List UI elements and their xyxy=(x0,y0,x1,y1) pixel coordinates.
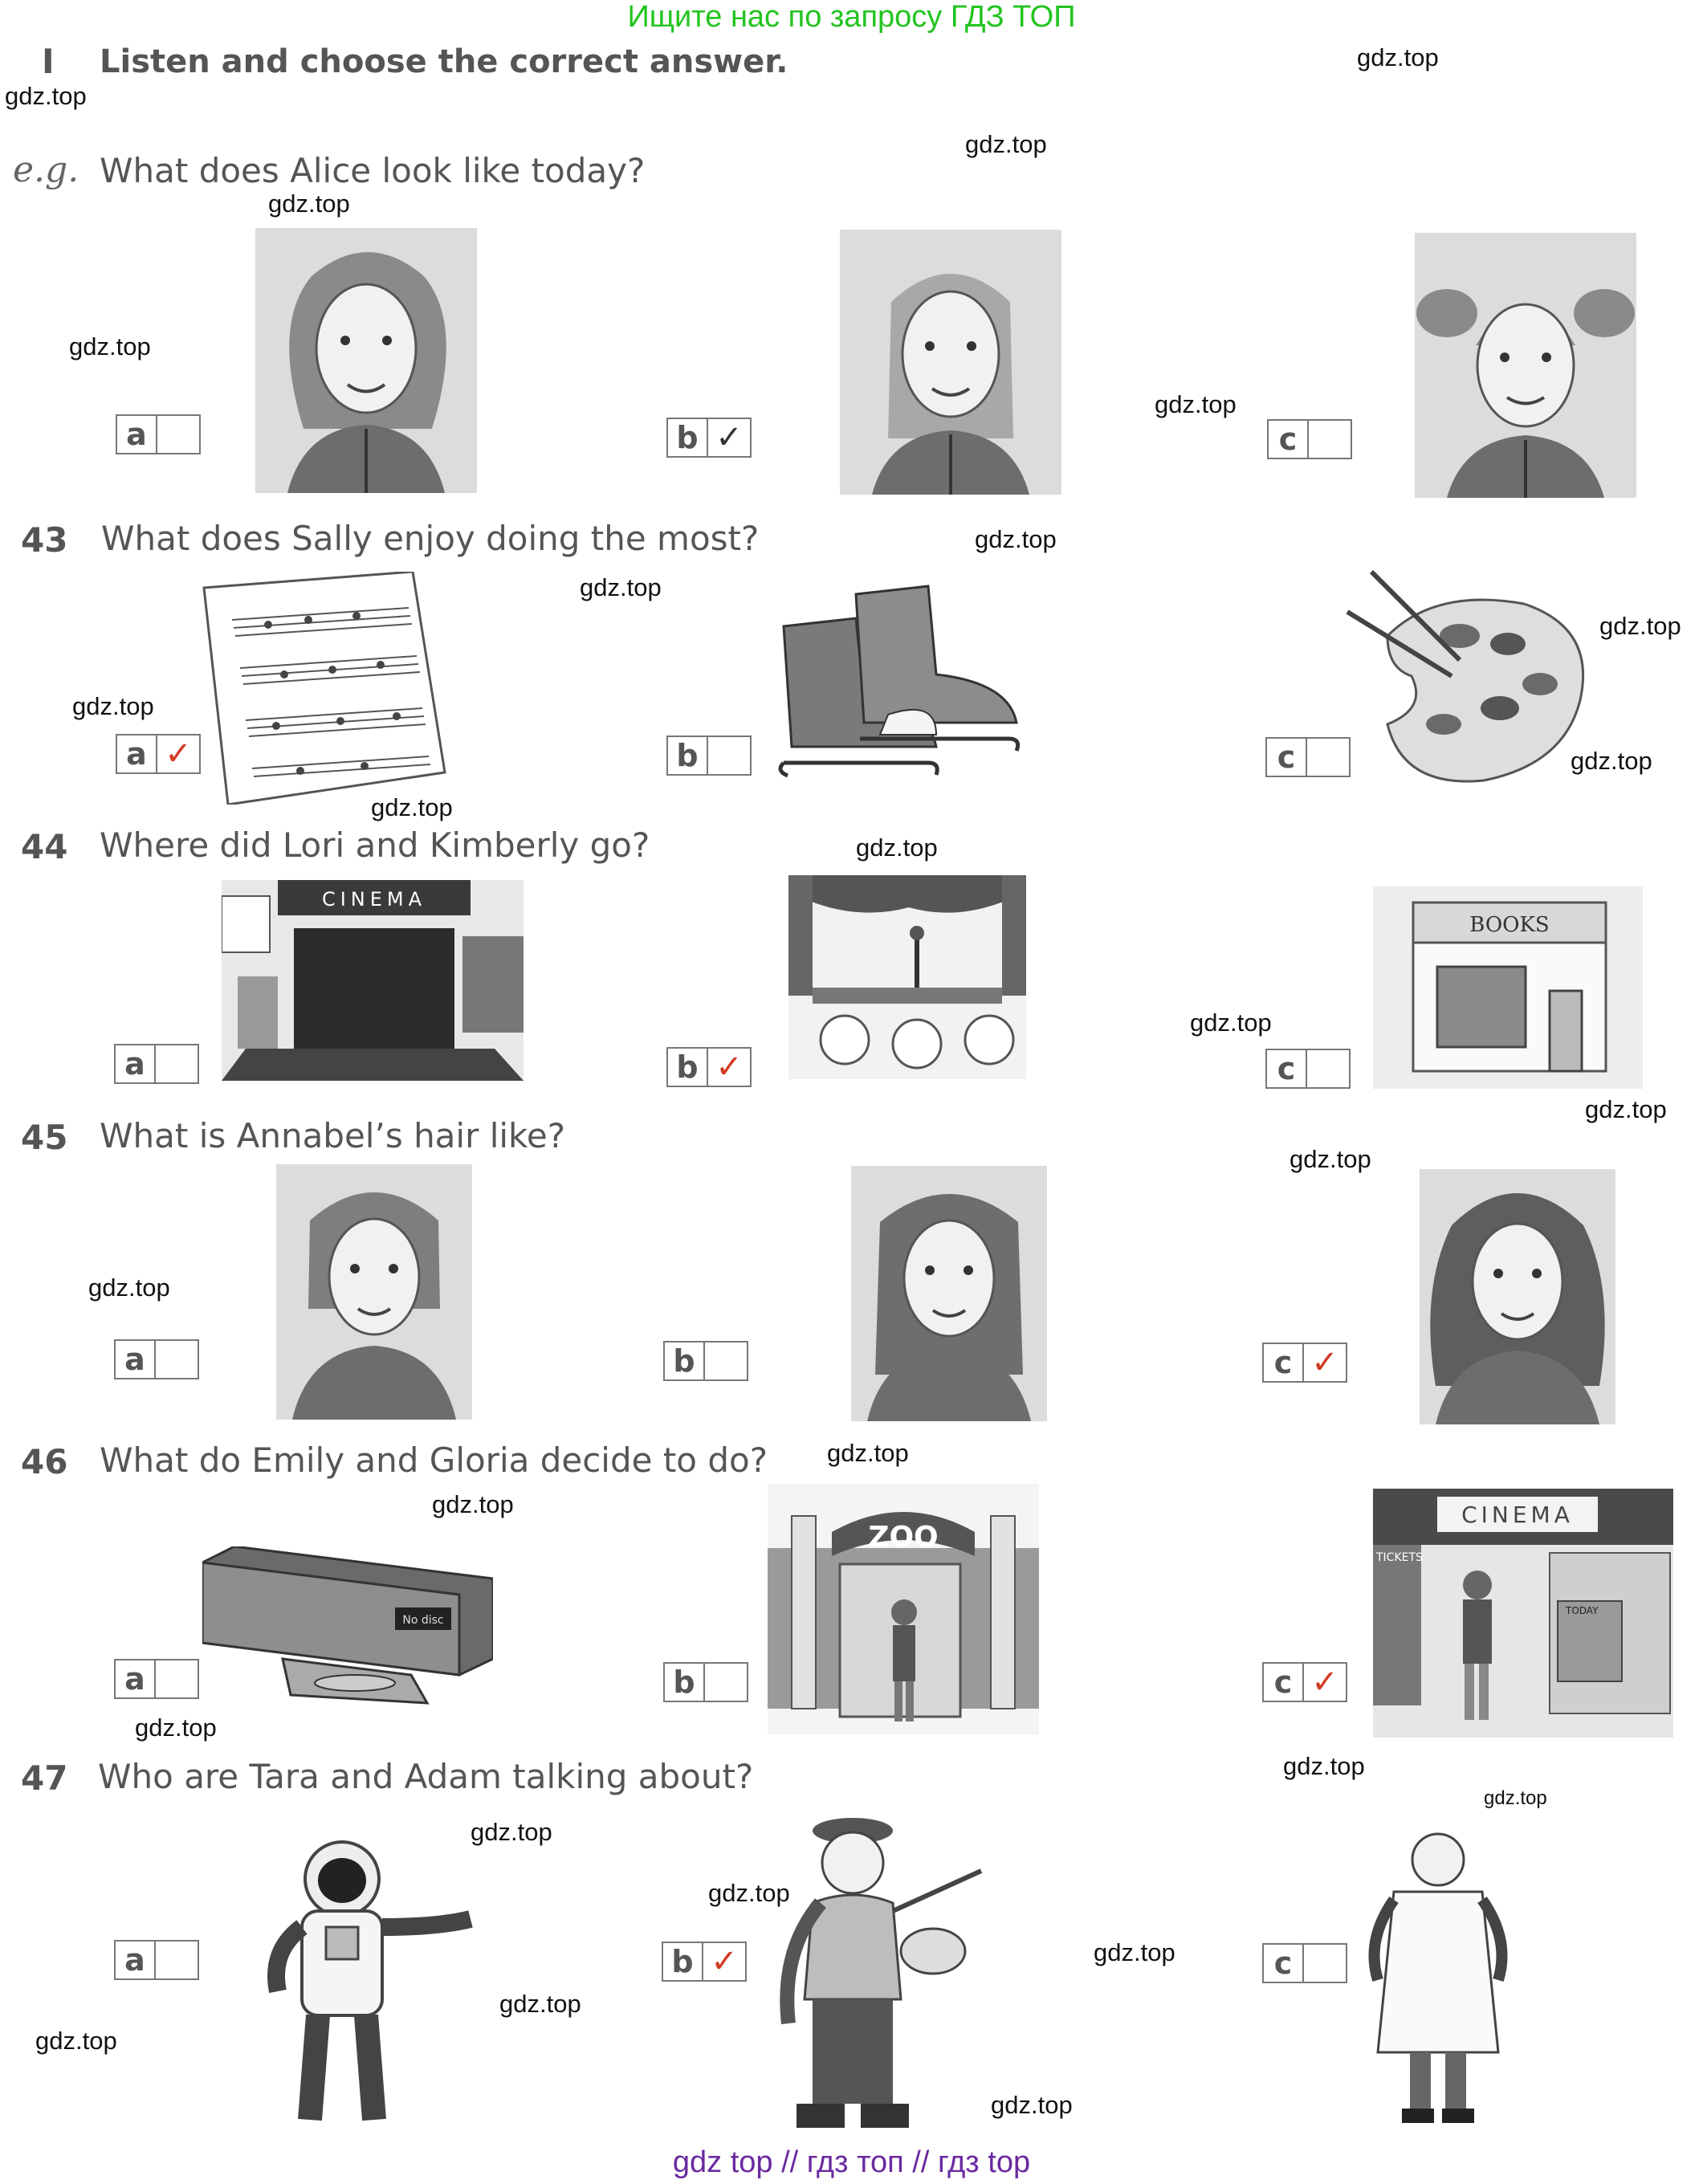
option-letter: b xyxy=(665,1343,705,1379)
watermark: gdz.top xyxy=(1190,1008,1272,1037)
answer-box[interactable] xyxy=(1304,1945,1346,1982)
books-sign-text: BOOKS xyxy=(1469,913,1550,937)
option-letter: c xyxy=(1264,1344,1304,1381)
option-letter: a xyxy=(117,416,157,453)
no-disc-display: No disc xyxy=(402,1614,444,1627)
cinema-sign-text: CINEMA xyxy=(321,888,427,911)
watermark: gdz.top xyxy=(1155,390,1237,418)
watermark: gdz.top xyxy=(69,332,151,361)
answer-box[interactable] xyxy=(1307,739,1349,776)
watermark: gdz.top xyxy=(88,1273,170,1302)
watermark: gdz.top xyxy=(856,833,938,862)
answer-box[interactable] xyxy=(708,737,750,774)
option-b-checkbox[interactable] xyxy=(663,1662,748,1702)
option-c-checkbox[interactable] xyxy=(1262,1662,1347,1702)
bookshop-picture xyxy=(1373,886,1643,1089)
footer-links: gdz top // гдз топ // гдз top xyxy=(672,2145,1031,2179)
checkmark-icon: ✓ xyxy=(711,1943,738,1980)
question-text: What is Annabel’s hair like? xyxy=(100,1116,566,1155)
answer-box[interactable] xyxy=(1307,1050,1349,1087)
watermark: gdz.top xyxy=(35,2027,117,2055)
option-a-checkbox[interactable] xyxy=(114,1940,199,1980)
zoo-picture xyxy=(768,1484,1039,1734)
question-text: Where did Lori and Kimberly go? xyxy=(100,825,650,865)
option-a-checkbox[interactable] xyxy=(114,1659,199,1699)
girl-bob-hair-picture xyxy=(276,1164,472,1420)
checkmark-icon: ✓ xyxy=(715,1049,743,1086)
option-a-checkbox[interactable] xyxy=(114,1044,199,1084)
question-number: 43 xyxy=(21,520,68,560)
option-b-checkbox[interactable] xyxy=(662,1942,747,1982)
answer-box[interactable] xyxy=(1309,421,1351,458)
watermark: gdz.top xyxy=(5,82,87,110)
astronaut-picture xyxy=(254,1831,479,2131)
watermark: gdz.top xyxy=(432,1490,514,1518)
watermark: gdz.top xyxy=(1585,1095,1667,1123)
search-banner: Ищите нас по запросу ГДЗ ТОП xyxy=(627,0,1076,34)
watermark: gdz.top xyxy=(72,692,154,720)
question-number: 47 xyxy=(21,1758,68,1798)
watermark: gdz.top xyxy=(1599,612,1681,640)
option-a-checkbox[interactable] xyxy=(114,1339,199,1379)
watermark: gdz.top xyxy=(268,189,350,218)
option-letter: c xyxy=(1264,1945,1304,1982)
theatre-stage-picture xyxy=(788,875,1026,1079)
option-b-checkbox[interactable] xyxy=(663,1341,748,1381)
option-letter: a xyxy=(117,735,157,772)
question-number: 45 xyxy=(21,1118,68,1157)
answer-box[interactable] xyxy=(156,1660,198,1697)
option-letter: a xyxy=(116,1660,156,1697)
option-letter: b xyxy=(668,419,708,456)
answer-box[interactable] xyxy=(156,1341,198,1378)
option-letter: c xyxy=(1269,421,1309,458)
section-number: I xyxy=(42,42,55,81)
option-letter: b xyxy=(668,1049,708,1086)
option-letter: b xyxy=(663,1943,703,1980)
option-letter: c xyxy=(1267,739,1307,776)
option-c-checkbox[interactable] xyxy=(1265,1049,1351,1089)
option-letter: b xyxy=(665,1664,705,1701)
question-text: What does Sally enjoy doing the most? xyxy=(101,519,760,558)
option-c-checkbox[interactable] xyxy=(1267,419,1352,459)
checkmark-icon: ✓ xyxy=(1311,1664,1338,1701)
doctor-picture xyxy=(1362,1827,1514,2126)
option-letter: c xyxy=(1267,1050,1307,1087)
watermark: gdz.top xyxy=(371,793,453,821)
example-question: What does Alice look like today? xyxy=(100,151,646,190)
option-letter: a xyxy=(116,1045,156,1082)
option-c-checkbox[interactable] xyxy=(1262,1343,1347,1383)
answer-box[interactable] xyxy=(705,1664,747,1701)
watermark: gdz.top xyxy=(471,1818,552,1846)
girl-straight-hair-picture xyxy=(840,230,1061,495)
option-letter: a xyxy=(116,1341,156,1378)
painter-boy-picture xyxy=(764,1815,997,2134)
watermark: gdz.top xyxy=(708,1879,790,1907)
option-b-checkbox[interactable] xyxy=(666,1047,752,1087)
paint-palette-picture xyxy=(1339,564,1604,792)
question-text: What do Emily and Gloria decide to do? xyxy=(100,1440,768,1480)
option-a-checkbox[interactable] xyxy=(116,414,201,454)
option-letter: c xyxy=(1264,1664,1304,1701)
watermark: gdz.top xyxy=(499,1990,581,2018)
cinema-sign-text: CINEMA xyxy=(1461,1502,1574,1528)
watermark: gdz.top xyxy=(1289,1145,1371,1173)
option-c-checkbox[interactable] xyxy=(1262,1943,1347,1983)
watermark: gdz.top xyxy=(580,573,662,601)
option-c-checkbox[interactable] xyxy=(1265,737,1351,777)
watermark: gdz.top xyxy=(827,1439,909,1467)
sheet-music-picture xyxy=(196,572,453,805)
option-b-checkbox[interactable] xyxy=(666,735,752,776)
watermark: gdz.top xyxy=(1094,1938,1175,1966)
ice-skates-picture xyxy=(768,578,1029,784)
cinema-picture xyxy=(222,880,524,1081)
watermark: gdz.top xyxy=(965,130,1047,158)
watermark: gdz.top xyxy=(991,2091,1073,2119)
girl-curly-hair-picture xyxy=(255,228,477,493)
watermark: gdz.top xyxy=(1357,43,1439,71)
checkmark-icon: ✓ xyxy=(1311,1344,1338,1381)
question-number: 46 xyxy=(21,1442,68,1481)
question-number: 44 xyxy=(21,827,68,866)
girl-pigtails-picture xyxy=(1415,233,1636,498)
girl-long-straight-hair-picture xyxy=(851,1166,1047,1421)
dvd-player-picture xyxy=(202,1546,493,1707)
example-label: e.g. xyxy=(13,149,79,190)
girl-long-curly-hair-picture xyxy=(1420,1169,1615,1424)
answer-box[interactable] xyxy=(705,1343,747,1379)
today-sign-text: TODAY xyxy=(1566,1605,1599,1616)
checkmark-icon: ✓ xyxy=(165,735,192,772)
watermark: gdz.top xyxy=(975,525,1057,553)
watermark: gdz.top xyxy=(1484,1787,1547,1809)
watermark: gdz.top xyxy=(1571,747,1652,775)
option-b-checkbox[interactable] xyxy=(666,418,752,458)
checkmark-icon: ✓ xyxy=(715,419,743,456)
option-a-checkbox[interactable] xyxy=(116,734,201,774)
watermark: gdz.top xyxy=(1283,1752,1365,1780)
answer-box[interactable] xyxy=(156,1942,198,1978)
option-letter: b xyxy=(668,737,708,774)
answer-box[interactable] xyxy=(156,1045,198,1082)
option-letter: a xyxy=(116,1942,156,1978)
tickets-sign-text: TICKETS xyxy=(1376,1551,1423,1564)
answer-box[interactable] xyxy=(157,416,199,453)
section-title: Listen and choose the correct answer. xyxy=(100,43,788,80)
zoo-sign-text: ZOO xyxy=(868,1521,939,1554)
question-text: Who are Tara and Adam talking about? xyxy=(98,1757,754,1796)
cinema-box-office-picture xyxy=(1373,1489,1673,1738)
watermark: gdz.top xyxy=(135,1713,217,1742)
